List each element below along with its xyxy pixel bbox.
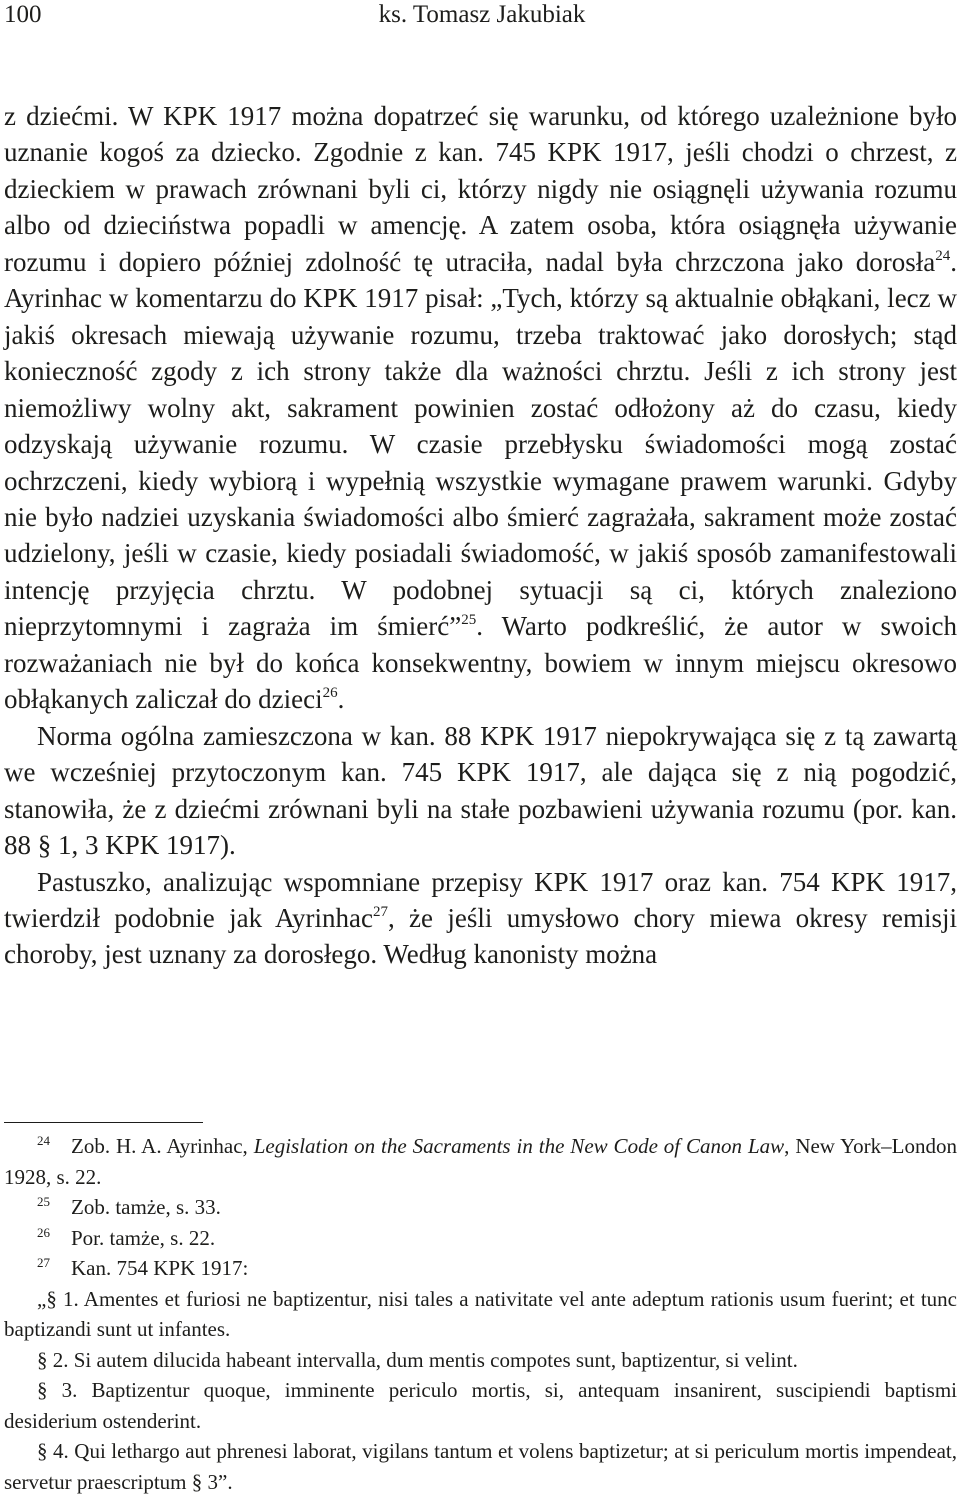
footnote-27-text: Kan. 754 KPK 1917: bbox=[71, 1256, 249, 1280]
page-header bbox=[4, 0, 960, 30]
footnote-separator bbox=[4, 1122, 203, 1123]
footnote-ref-26: 26 bbox=[322, 685, 338, 702]
footnote-25-text: Zob. tamże, s. 33. bbox=[71, 1195, 221, 1219]
paragraph-2 bbox=[4, 718, 957, 864]
paragraph-1-text-d: . bbox=[337, 684, 345, 715]
paragraph-1 bbox=[4, 98, 957, 718]
canon-quote-3: § 3. Baptizentur quoque, imminente periculo mortis, si, antequam insanirent, suscipiendi baptismi desiderium ostenderint. bbox=[4, 1378, 957, 1433]
footnote-ref-25: 25 bbox=[461, 612, 477, 629]
canon-quote-4: § 4. Qui lethargo aut phrenesi laborat, vigilans tantum et volens baptizetur; at si periculum mortis impendeat, servetur praescriptum § 3”. bbox=[4, 1439, 957, 1494]
main-text bbox=[4, 98, 957, 973]
footnote-25: $^{25}$ Zob. tamże, s. 33. bbox=[37, 1194, 221, 1219]
footnote-26-text: Por. tamże, s. 22. bbox=[71, 1225, 216, 1250]
paragraph-1-text-c: . Warto podkreślić, że autor w swoich rozważaniach nie był do końca konsekwentny, bowiem w innym miejscu okresowo obłąkanych zaliczał do dzieci bbox=[4, 611, 957, 715]
paragraph-1-text-b: . Ayrinhac w komentarzu do KPK 1917 pisał: „Tych, którzy są aktualnie obłąkani, lecz w jakiś okresach miewają używanie rozumu, trzeba traktować jako dorosłych; stąd konieczność zgody z ich strony także dla ważności chrztu. Jeśli z ich strony jest niemożliwy wolny akt, sakrament powinien zostać odłożony aż do czasu, kiedy odzyskają używanie rozumu. W czasie przebłysku świadomości mogą zostać ochrzczeni, kiedy wybiorą i wypełnią wszystkie wymagane prawem warunki. Gdyby nie było nadziei uzyskania świadomości albo śmierć zagrażała, sakrament może zostać udzielony, jeśli w czasie, kiedy posiadali świadomość, w jakiś sposób zamanifestowali intencję przyjęcia chrztu. W podobnej sytuacji są ci, których znaleziono nieprzytomnymi i zagraża im śmierć” bbox=[4, 246, 957, 642]
paragraph-1-text-a: z dziećmi. W KPK 1917 można dopatrzeć się warunku, od którego uzależnione było uznanie kogoś za dziecko. Zgodnie z kan. 745 KPK 1917, jeśli chodzi o chrzest, z dzieckiem w prawach zrównani byli ci, którzy nigdy nie osiągnęli używania rozumu albo od dzieciństwa popadli w amencję. A zatem osoba, która osiągnęła używanie rozumu i dopiero później zdolność tę utraciła, nadal była chrzczona jako dorosła bbox=[4, 101, 957, 277]
paragraph-3-text-b: , że jeśli umysłowo chory miewa okresy remisji choroby, jest uznany za dorosłego. Według kanonisty można bbox=[4, 902, 957, 970]
paragraph-3-text-a: Pastuszko, analizując wspomniane przepisy KPK 1917 oraz kan. 754 KPK 1917, twierdził podobnie jak Ayrinhac bbox=[4, 866, 957, 933]
paragraph-3 bbox=[4, 864, 957, 973]
footnotes bbox=[4, 1131, 957, 1497]
canon-quote-2: § 2. Si autem dilucida habeant intervalla, dum mentis compotes sunt, baptizentur, si velint. bbox=[37, 1347, 798, 1372]
canon-quote-1: „§ 1. Amentes et furiosi ne baptizentur, nisi tales a nativitate vel ante adeptum rationis usum fuerint; et tunc baptizandi sunt ut infantes. bbox=[4, 1286, 957, 1341]
footnote-ref-27: 27 bbox=[372, 903, 388, 920]
footnote-ref-24: 24 bbox=[935, 247, 951, 264]
running-head: ks. Tomasz Jakubiak bbox=[378, 1, 586, 28]
footnote-24-title: Legislation on the Sacraments in the New Code of Canon Law bbox=[253, 1134, 785, 1158]
page-number: 100 bbox=[4, 1, 42, 28]
paragraph-2-text: Norma ogólna zamieszczona w kan. 88 KPK 1917 niepokrywająca się z tą zawartą we wcześniej przytoczonym kan. 745 KPK 1917, ale dająca się z nią pogodzić, stanowiła, że z dziećmi zrównani byli na stałe pozbawieni używania rozumu (por. kan. 88 § 1, 3 KPK 1917). bbox=[4, 720, 957, 861]
footnote-26: $^{26}$ Por. tamże, s. 22. bbox=[37, 1224, 216, 1250]
footnote-24-pre: Zob. H. A. Ayrinhac, bbox=[71, 1134, 254, 1158]
footnote-24: $^{24}$ Zob. H. A. Ayrinhac, Legislation on the Sacraments in the New Code of Canon Law, New York–London 1928, s. 22. bbox=[4, 1133, 957, 1189]
footnote-24-post: , New York–London 1928, s. 22. bbox=[4, 1134, 957, 1189]
footnote-27: $^{27}$ Kan. 754 KPK 1917: bbox=[37, 1255, 249, 1280]
